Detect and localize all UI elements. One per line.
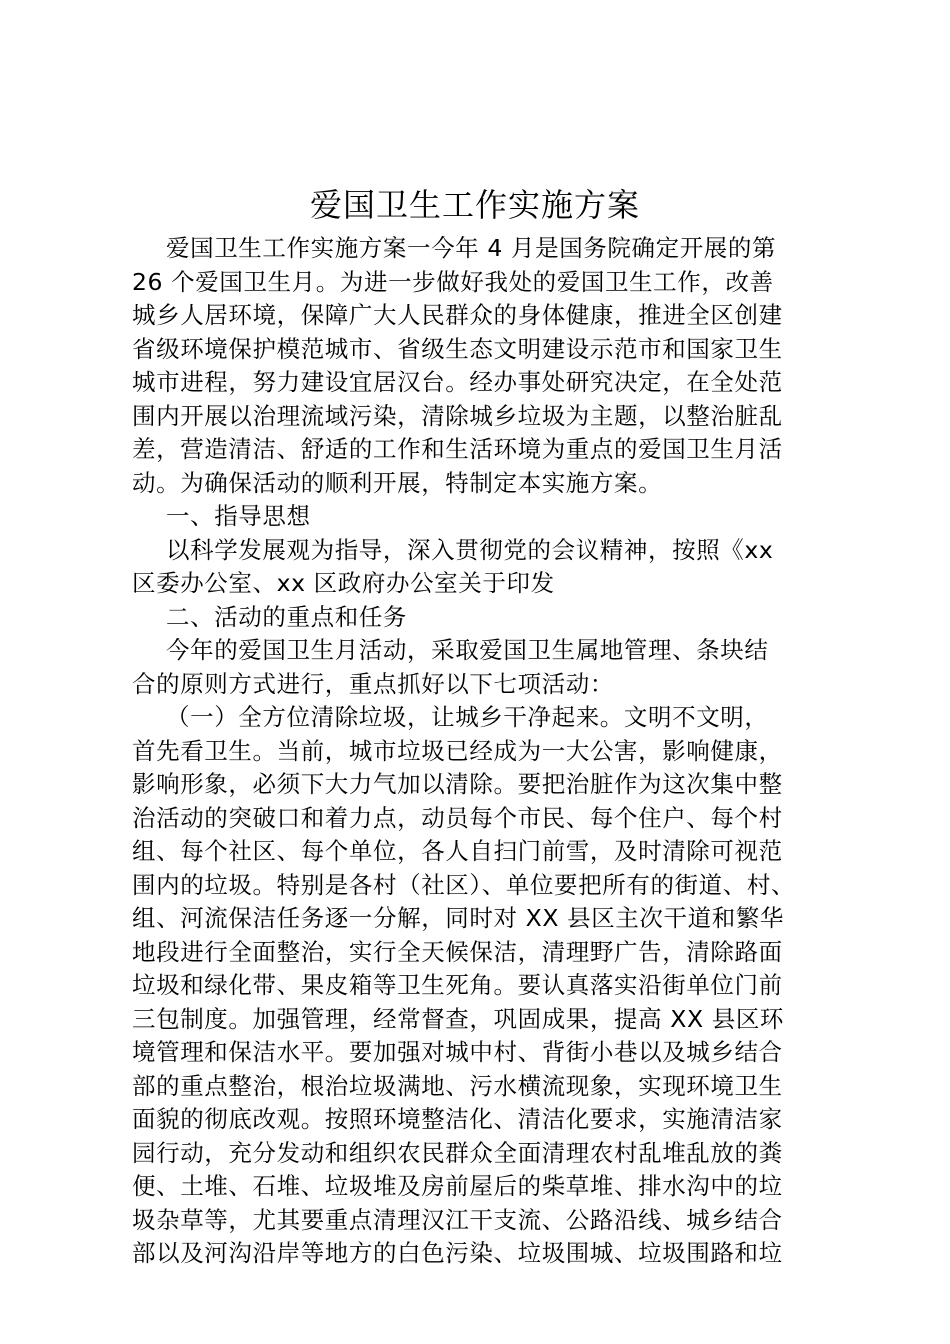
body-line: 动。为确保活动的顺利开展，特制定本实施方案。 — [132, 468, 663, 497]
body-line: 垃圾和绿化带、果皮箱等卫生死角。要认真落实沿街单位门前 — [132, 971, 783, 999]
body-line: 园行动，充分发动和组织农民群众全面清理农村乱堆乱放的粪 — [132, 1138, 783, 1167]
document-title: 爱国卫生工作实施方案 — [309, 186, 640, 224]
body-line: 组、每个社区、每个单位，各人自扫门前雪，及时清除可视范 — [132, 837, 783, 865]
body-line: 今年的爱国卫生月活动，采取爱国卫生属地管理、条块结 — [166, 636, 769, 664]
body-line: 一、指导思想 — [166, 502, 311, 530]
body-line: 三包制度。加强管理，经常督查，巩固成果，提高 XX 县区环 — [132, 1004, 785, 1033]
body-line: 省级环境保护模范城市、省级生态文明建设示范市和国家卫生 — [132, 334, 783, 363]
body-line: 城乡人居环境，保障广大人民群众的身体健康，推进全区创建 — [132, 301, 783, 329]
body-line: （一）全方位清除垃圾，让城乡干净起来。文明不文明， — [166, 703, 769, 731]
body-line: 二、活动的重点和任务 — [166, 602, 407, 631]
body-line: 便、土堆、石堆、垃圾堆及房前屋后的柴草堆、排水沟中的垃 — [132, 1172, 783, 1200]
body-line: 面貌的彻底改观。按照环境整洁化、清洁化要求，实施清洁家 — [132, 1105, 783, 1133]
body-line: 部以及河沟沿岸等地方的白色污染、垃圾围城、垃圾围路和垃 — [132, 1239, 783, 1267]
body-line: 合的原则方式进行，重点抓好以下七项活动： — [132, 669, 614, 698]
body-line: 组、河流保洁任务逐一分解，同时对 XX 县区主次干道和繁华 — [132, 904, 785, 932]
document-body — [132, 232, 832, 1271]
body-line: 围内的垃圾。特别是各村（社区）、单位要把所有的街道、村、 — [132, 870, 796, 899]
body-line: 围内开展以治理流域污染，清除城乡垃圾为主题，以整治脏乱 — [132, 401, 783, 430]
body-line: 治活动的突破口和着力点，动员每个市民、每个住户、每个村 — [132, 803, 783, 832]
body-line: 部的重点整治，根治垃圾满地、污水横流现象，实现环境卫生 — [132, 1071, 783, 1100]
body-line: 影响形象，必须下大力气加以清除。要把治脏作为这次集中整 — [132, 770, 783, 798]
body-line: 境管理和保洁水平。要加强对城中村、背街小巷以及城乡结合 — [132, 1038, 783, 1066]
body-line: 圾杂草等，尤其要重点清理汉江干支流、公路沿线、城乡结合 — [132, 1205, 783, 1234]
body-line: 26 个爱国卫生月。为进一步做好我处的爱国卫生工作，改善 — [132, 267, 774, 296]
body-line: 爱国卫生工作实施方案一今年 4 月是国务院确定开展的第 — [166, 234, 777, 262]
body-line: 城市进程，努力建设宜居汉台。经办事处研究决定，在全处范 — [132, 368, 783, 396]
body-line: 首先看卫生。当前，城市垃圾已经成为一大公害，影响健康， — [132, 736, 783, 765]
body-line: 差，营造清洁、舒适的工作和生活环境为重点的爱国卫生月活 — [132, 435, 783, 463]
body-line: 区委办公室、xx 区政府办公室关于印发 — [132, 569, 555, 597]
body-line: 地段进行全面整治，实行全天候保洁，清理野广告，清除路面 — [132, 937, 783, 966]
body-line: 以科学发展观为指导，深入贯彻党的会议精神，按照《xx — [166, 535, 774, 564]
